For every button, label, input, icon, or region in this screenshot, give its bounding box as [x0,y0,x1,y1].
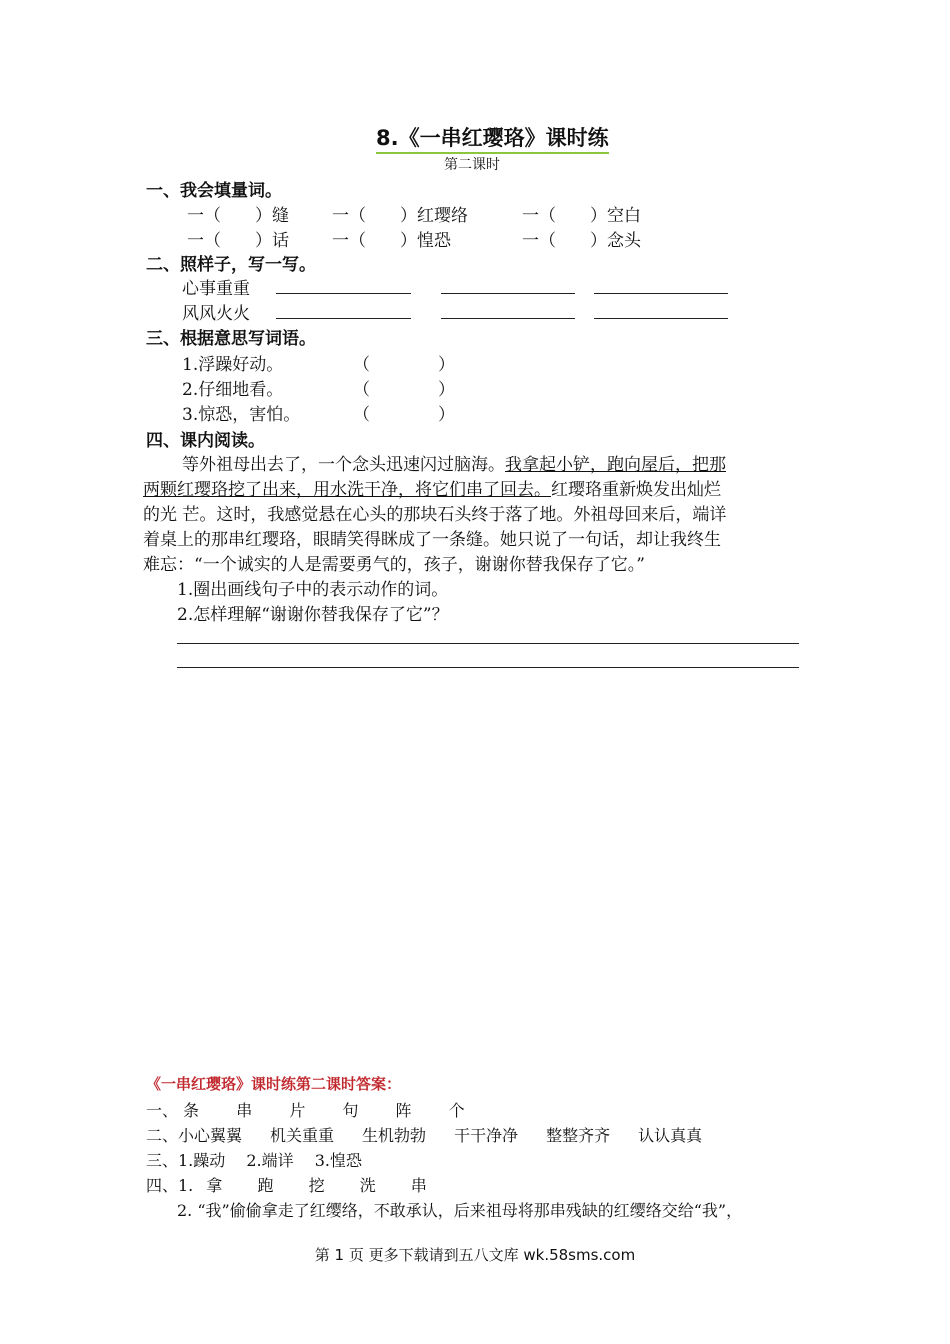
reading-line-2 [143,475,721,500]
answer-word: 串 [236,1101,253,1120]
q3-paren[interactable]: （ ） [353,380,455,400]
answer-word: 片 [289,1101,306,1120]
reading-underlined-text: 两颗红璎珞挖了出来，用水洗干净，将它们串了回去。 [143,480,551,500]
section-3-heading: 三、根据意思写词语。 [146,329,316,349]
q3-paren[interactable]: （ ） [353,405,455,425]
answer-line[interactable] [177,667,799,668]
section-1-heading: 一、我会填量词。 [146,181,282,201]
q2-answer-line[interactable] [441,318,575,319]
answers-title: 《一串红璎珞》课时练第二课时答案： [146,1075,402,1093]
q1-item: 一（ ）念头 [522,231,641,251]
q3-item: 2.仔细地看。 [182,380,284,400]
reading-line-1 [182,450,726,475]
reading-question-2: 2.怎样理解“谢谢你替我保存了它”？ [177,605,449,625]
q1-item: 一（ ）缝 [187,206,289,226]
q1-item: 一（ ）空白 [522,206,641,226]
reading-line-5: 难忘：“一个诚实的人是需要勇气的，孩子，谢谢你替我保存了它。” [143,555,645,575]
answer-word: 整整齐齐 [546,1126,611,1145]
answer-word: 条 [183,1101,200,1120]
answer-row-1 [146,1098,493,1121]
answer-word: 生机勃勃 [362,1126,427,1145]
answer-word: 干干净净 [454,1126,519,1145]
reading-text: 红璎珞重新焕发出灿烂 [551,480,721,500]
q3-item: 3.惊恐，害怕。 [182,405,301,425]
q2-example-1: 心事重重 [182,279,250,299]
answer-word: 洗 [359,1176,376,1195]
section-2-heading: 二、照样子，写一写。 [146,255,316,275]
answer-label: 一、 [146,1101,179,1120]
answer-word: 跑 [257,1176,274,1195]
reading-underlined-text: 我拿起小铲，跑向屋后，把那 [505,455,726,475]
reading-question-1: 1.圈出画线句子中的表示动作的词。 [177,580,449,600]
answer-label: 二、 [146,1126,179,1145]
answer-word: 个 [448,1101,465,1120]
reading-line-4: 着桌上的那串红璎珞，眼睛笑得眯成了一条缝。她只说了一句话，却让我终生 [143,530,721,550]
answer-word: 机关重重 [270,1126,335,1145]
q2-answer-line[interactable] [276,293,411,294]
answer-word: 句 [342,1101,359,1120]
answer-word: 认认真真 [638,1126,703,1145]
q3-item: 1.浮躁好动。 [182,355,284,375]
answer-line[interactable] [177,643,799,644]
answer-row-2 [146,1123,730,1146]
page-footer: 第 1 页 更多下载请到五八文库 wk.58sms.com [314,1246,636,1264]
reading-line-3: 的光 芒。这时，我感觉悬在心头的那块石头终于落了地。外祖母回来后，端详 [143,505,727,525]
q1-item: 一（ ）话 [187,231,289,251]
q2-answer-line[interactable] [594,318,728,319]
q2-answer-line[interactable] [276,318,411,319]
q2-answer-line[interactable] [594,293,728,294]
q1-item: 一（ ）惶恐 [332,231,451,251]
page-title: 8.《一串红璎珞》课时练 [376,124,609,154]
page-subtitle: 第二课时 [444,157,500,173]
q2-answer-line[interactable] [441,293,575,294]
answer-row-4-2: 2. “我”偷偷拿走了红缨络，不敢承认，后来祖母将那串残缺的红缨络交给“我”， [177,1201,743,1220]
q1-item: 一（ ）红璎络 [332,206,468,226]
answer-word: 拿 [206,1176,223,1195]
answer-word: 串 [410,1176,427,1195]
answer-row-4 [146,1173,455,1196]
answer-word: 挖 [308,1176,325,1195]
answer-word: 阵 [395,1101,412,1120]
q3-paren[interactable]: （ ） [353,355,455,375]
answer-row-3: 三、1.躁动 2.端详 3.惶恐 [146,1151,362,1170]
reading-text: 等外祖母出去了，一个念头迅速闪过脑海。 [182,455,505,475]
answer-word: 小心翼翼 [178,1126,243,1145]
answer-label: 四、1. [146,1176,194,1195]
section-4-heading: 四、课内阅读。 [146,431,265,451]
q2-example-2: 风风火火 [182,304,250,324]
